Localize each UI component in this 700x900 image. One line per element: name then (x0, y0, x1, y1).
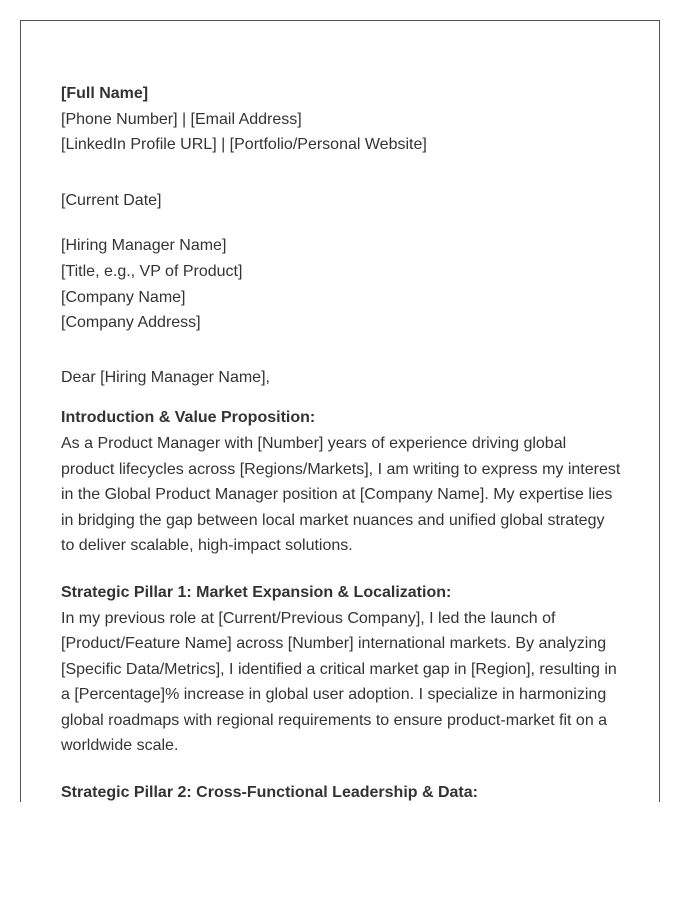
contact-line: [Phone Number] | [Email Address] (61, 110, 302, 128)
body-line: As a Product Manager with [Number] years of experience driving global (61, 434, 567, 452)
section-pillar-1 (61, 580, 631, 759)
body-line: a [Percentage]% increase in global user adoption. I specialize in harmonizing (61, 686, 607, 704)
section-heading: Strategic Pillar 1: Market Expansion & Localization: (61, 583, 452, 601)
section-introduction (61, 405, 631, 559)
recipient-name: [Hiring Manager Name] (61, 237, 227, 255)
section-heading: Strategic Pillar 2: Cross-Functional Leadership & Data: (61, 784, 478, 802)
salutation: Dear [Hiring Manager Name], (61, 368, 270, 386)
letter-date: [Current Date] (61, 191, 162, 209)
recipient-company: [Company Name] (61, 288, 186, 306)
body-line: in the Global Product Manager position at [Company Name]. My expertise lies (61, 486, 613, 504)
body-line: product lifecycles across [Regions/Markets], I am writing to express my interest (61, 460, 621, 478)
applicant-name: [Full Name] (61, 85, 149, 102)
document-page (20, 20, 660, 802)
body-line: global roadmaps with regional requirements to ensure product-market fit on a (61, 711, 608, 729)
section-heading: Introduction & Value Proposition: (61, 409, 316, 427)
recipient-title: [Title, e.g., VP of Product] (61, 262, 243, 280)
body-line: [Product/Feature Name] across [Number] international markets. By analyzing (61, 635, 607, 653)
body-line: in bridging the gap between local market nuances and unified global strategy (61, 511, 605, 529)
body-line: [Specific Data/Metrics], I identified a critical market gap in [Region], resulting in (61, 660, 617, 678)
body-line: to deliver scalable, high-impact solutions. (61, 537, 353, 555)
recipient-address: [Company Address] (61, 314, 201, 332)
section-pillar-2 (61, 780, 631, 802)
links-line: [LinkedIn Profile URL] | [Portfolio/Personal Website] (61, 136, 427, 154)
body-line: In my previous role at [Current/Previous Company], I led the launch of (61, 609, 556, 627)
body-line: worldwide scale. (61, 737, 179, 755)
cover-letter (61, 81, 631, 802)
